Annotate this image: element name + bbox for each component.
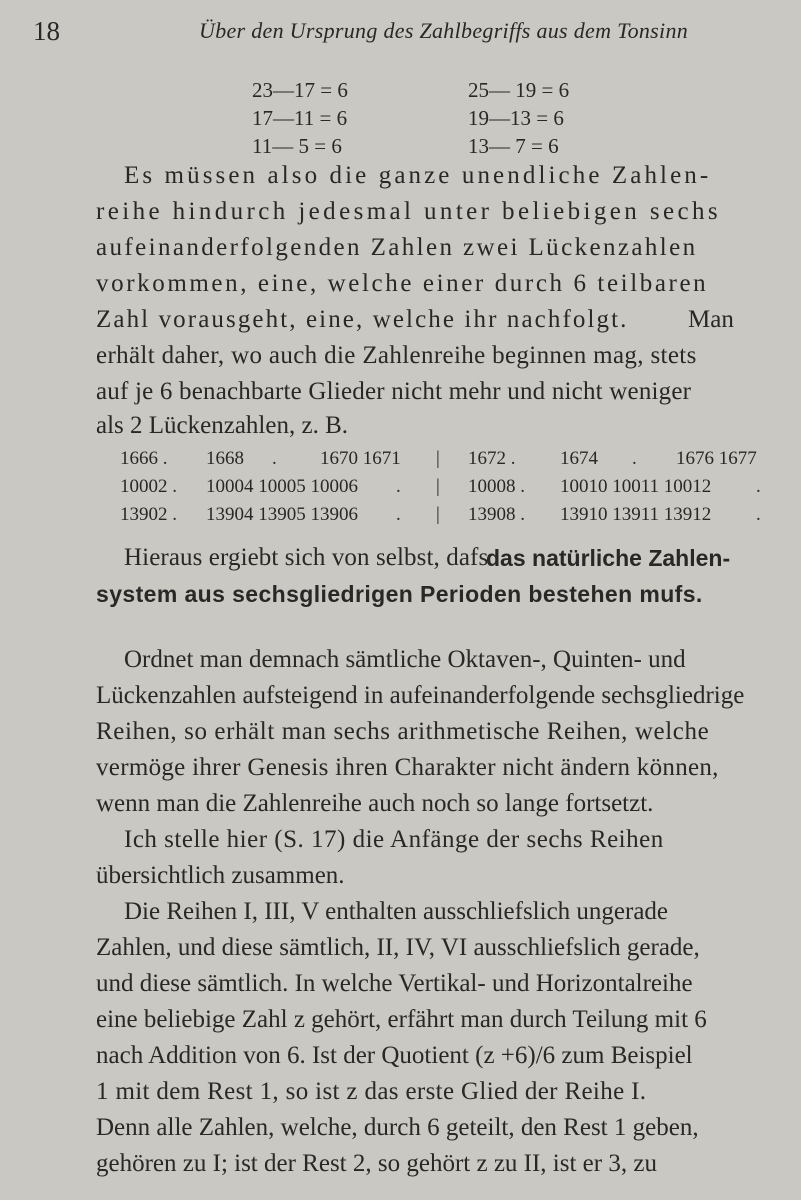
paragraph-text: Hieraus ergiebt sich von selbst, dafs	[124, 544, 489, 571]
equation: 11— 5 = 6	[252, 134, 342, 158]
equation: 19—13 = 6	[468, 106, 564, 130]
table-cell: 13910 13911 13912	[560, 504, 712, 525]
table-cell: .	[396, 476, 401, 497]
table-cell: 1666 .	[120, 448, 168, 469]
paragraph-text: Es müssen also die ganze unendliche Zahlen-	[124, 162, 712, 189]
paragraph-text: Denn alle Zahlen, welche, durch 6 geteilt, den Rest 1 geben,	[96, 1114, 699, 1141]
paragraph-text: Lückenzahlen aufsteigend in aufeinanderfolgende sechsgliedrige	[96, 682, 745, 709]
table-row	[0, 448, 801, 474]
paragraph-text: Man	[688, 306, 734, 333]
paragraph-text: gehören zu I; ist der Rest 2, so gehört z zu II, ist er 3, zu	[96, 1150, 657, 1177]
paragraph-text: Ich stelle hier (S. 17) die Anfänge der sechs Reihen	[124, 826, 664, 853]
table-cell: 10008 .	[468, 476, 525, 497]
table-cell: 1670 1671	[320, 448, 401, 469]
table-cell: 13904 13905 13906	[206, 504, 358, 525]
table-cell: .	[396, 504, 401, 525]
paragraph-text: und diese sämtlich. In welche Vertikal- und Horizontalreihe	[96, 970, 693, 997]
page-header	[0, 14, 801, 48]
paragraph-text: auf je 6 benachbarte Glieder nicht mehr und nicht weniger	[96, 378, 692, 405]
equation: 17—11 = 6	[252, 106, 348, 130]
table-row	[0, 476, 801, 502]
table-cell: 1676 1677	[676, 448, 757, 469]
paragraph-text: übersichtlich zusammen.	[96, 862, 345, 889]
paragraph-text: eine beliebige Zahl z gehört, erfährt man durch Teilung mit 6	[96, 1006, 707, 1033]
paragraph-text: reihe hindurch jedesmal unter beliebigen sechs	[96, 198, 721, 225]
paragraph-text: Die Reihen I, III, V enthalten ausschliefslich ungerade	[124, 898, 669, 925]
paragraph-text: nach Addition von 6. Ist der Quotient (z +6)/6 zum Beispiel	[96, 1042, 693, 1069]
paragraph-text: 1 mit dem Rest 1, so ist z das erste Glied der Reihe I.	[96, 1078, 647, 1105]
table-cell: .	[756, 504, 761, 525]
table-cell: 1668	[206, 448, 244, 469]
emphasis-text: das natürliche Zahlen-	[486, 545, 731, 571]
paragraph-text: Zahlen, und diese sämtlich, II, IV, VI ausschliefslich gerade,	[96, 934, 700, 961]
paragraph-text: erhält daher, wo auch die Zahlenreihe beginnen mag, stets	[96, 342, 697, 369]
table-divider: |	[436, 448, 440, 469]
running-title: Über den Ursprung des Zahlbegriffs aus dem Tonsinn	[199, 18, 689, 43]
table-cell: 10002 .	[120, 476, 177, 497]
paragraph-text: Zahl vorausgeht, eine, welche ihr nachfolgt.	[96, 306, 629, 333]
table-cell: 13908 .	[468, 504, 525, 525]
paragraph-text: Ordnet man demnach sämtliche Oktaven-, Quinten- und	[124, 646, 686, 673]
equation: 23—17 = 6	[252, 78, 348, 102]
table-divider: |	[436, 504, 440, 525]
table-cell: 10010 10011 10012	[560, 476, 712, 497]
table-cell: 10004 10005 10006	[206, 476, 358, 497]
paragraph-text: vermöge ihrer Genesis ihren Charakter nicht ändern können,	[96, 754, 719, 781]
table-cell: 1672 .	[468, 448, 516, 469]
equation: 13— 7 = 6	[468, 134, 559, 158]
table-cell: .	[756, 476, 761, 497]
table-cell: 1674	[560, 448, 598, 469]
table-divider: |	[436, 476, 440, 497]
equation: 25— 19 = 6	[468, 78, 570, 102]
paragraph-text: Reihen, so erhält man sechs arithmetische Reihen, welche	[96, 718, 710, 745]
table-cell: .	[632, 448, 637, 469]
paragraph-text: vorkommen, eine, welche einer durch 6 teilbaren	[96, 270, 709, 297]
table-cell: 13902 .	[120, 504, 177, 525]
paragraph-text: als 2 Lückenzahlen, z. B.	[96, 412, 348, 439]
paragraph-text: wenn man die Zahlenreihe auch noch so lange fortsetzt.	[96, 790, 654, 817]
paragraph-text: aufeinanderfolgenden Zahlen zwei Lückenzahlen	[96, 234, 698, 261]
emphasis-text: system aus sechsgliedrigen Perioden bestehen mufs.	[96, 581, 703, 607]
table-cell: .	[272, 448, 277, 469]
table-row	[0, 504, 801, 530]
page-number: 18	[33, 16, 60, 46]
